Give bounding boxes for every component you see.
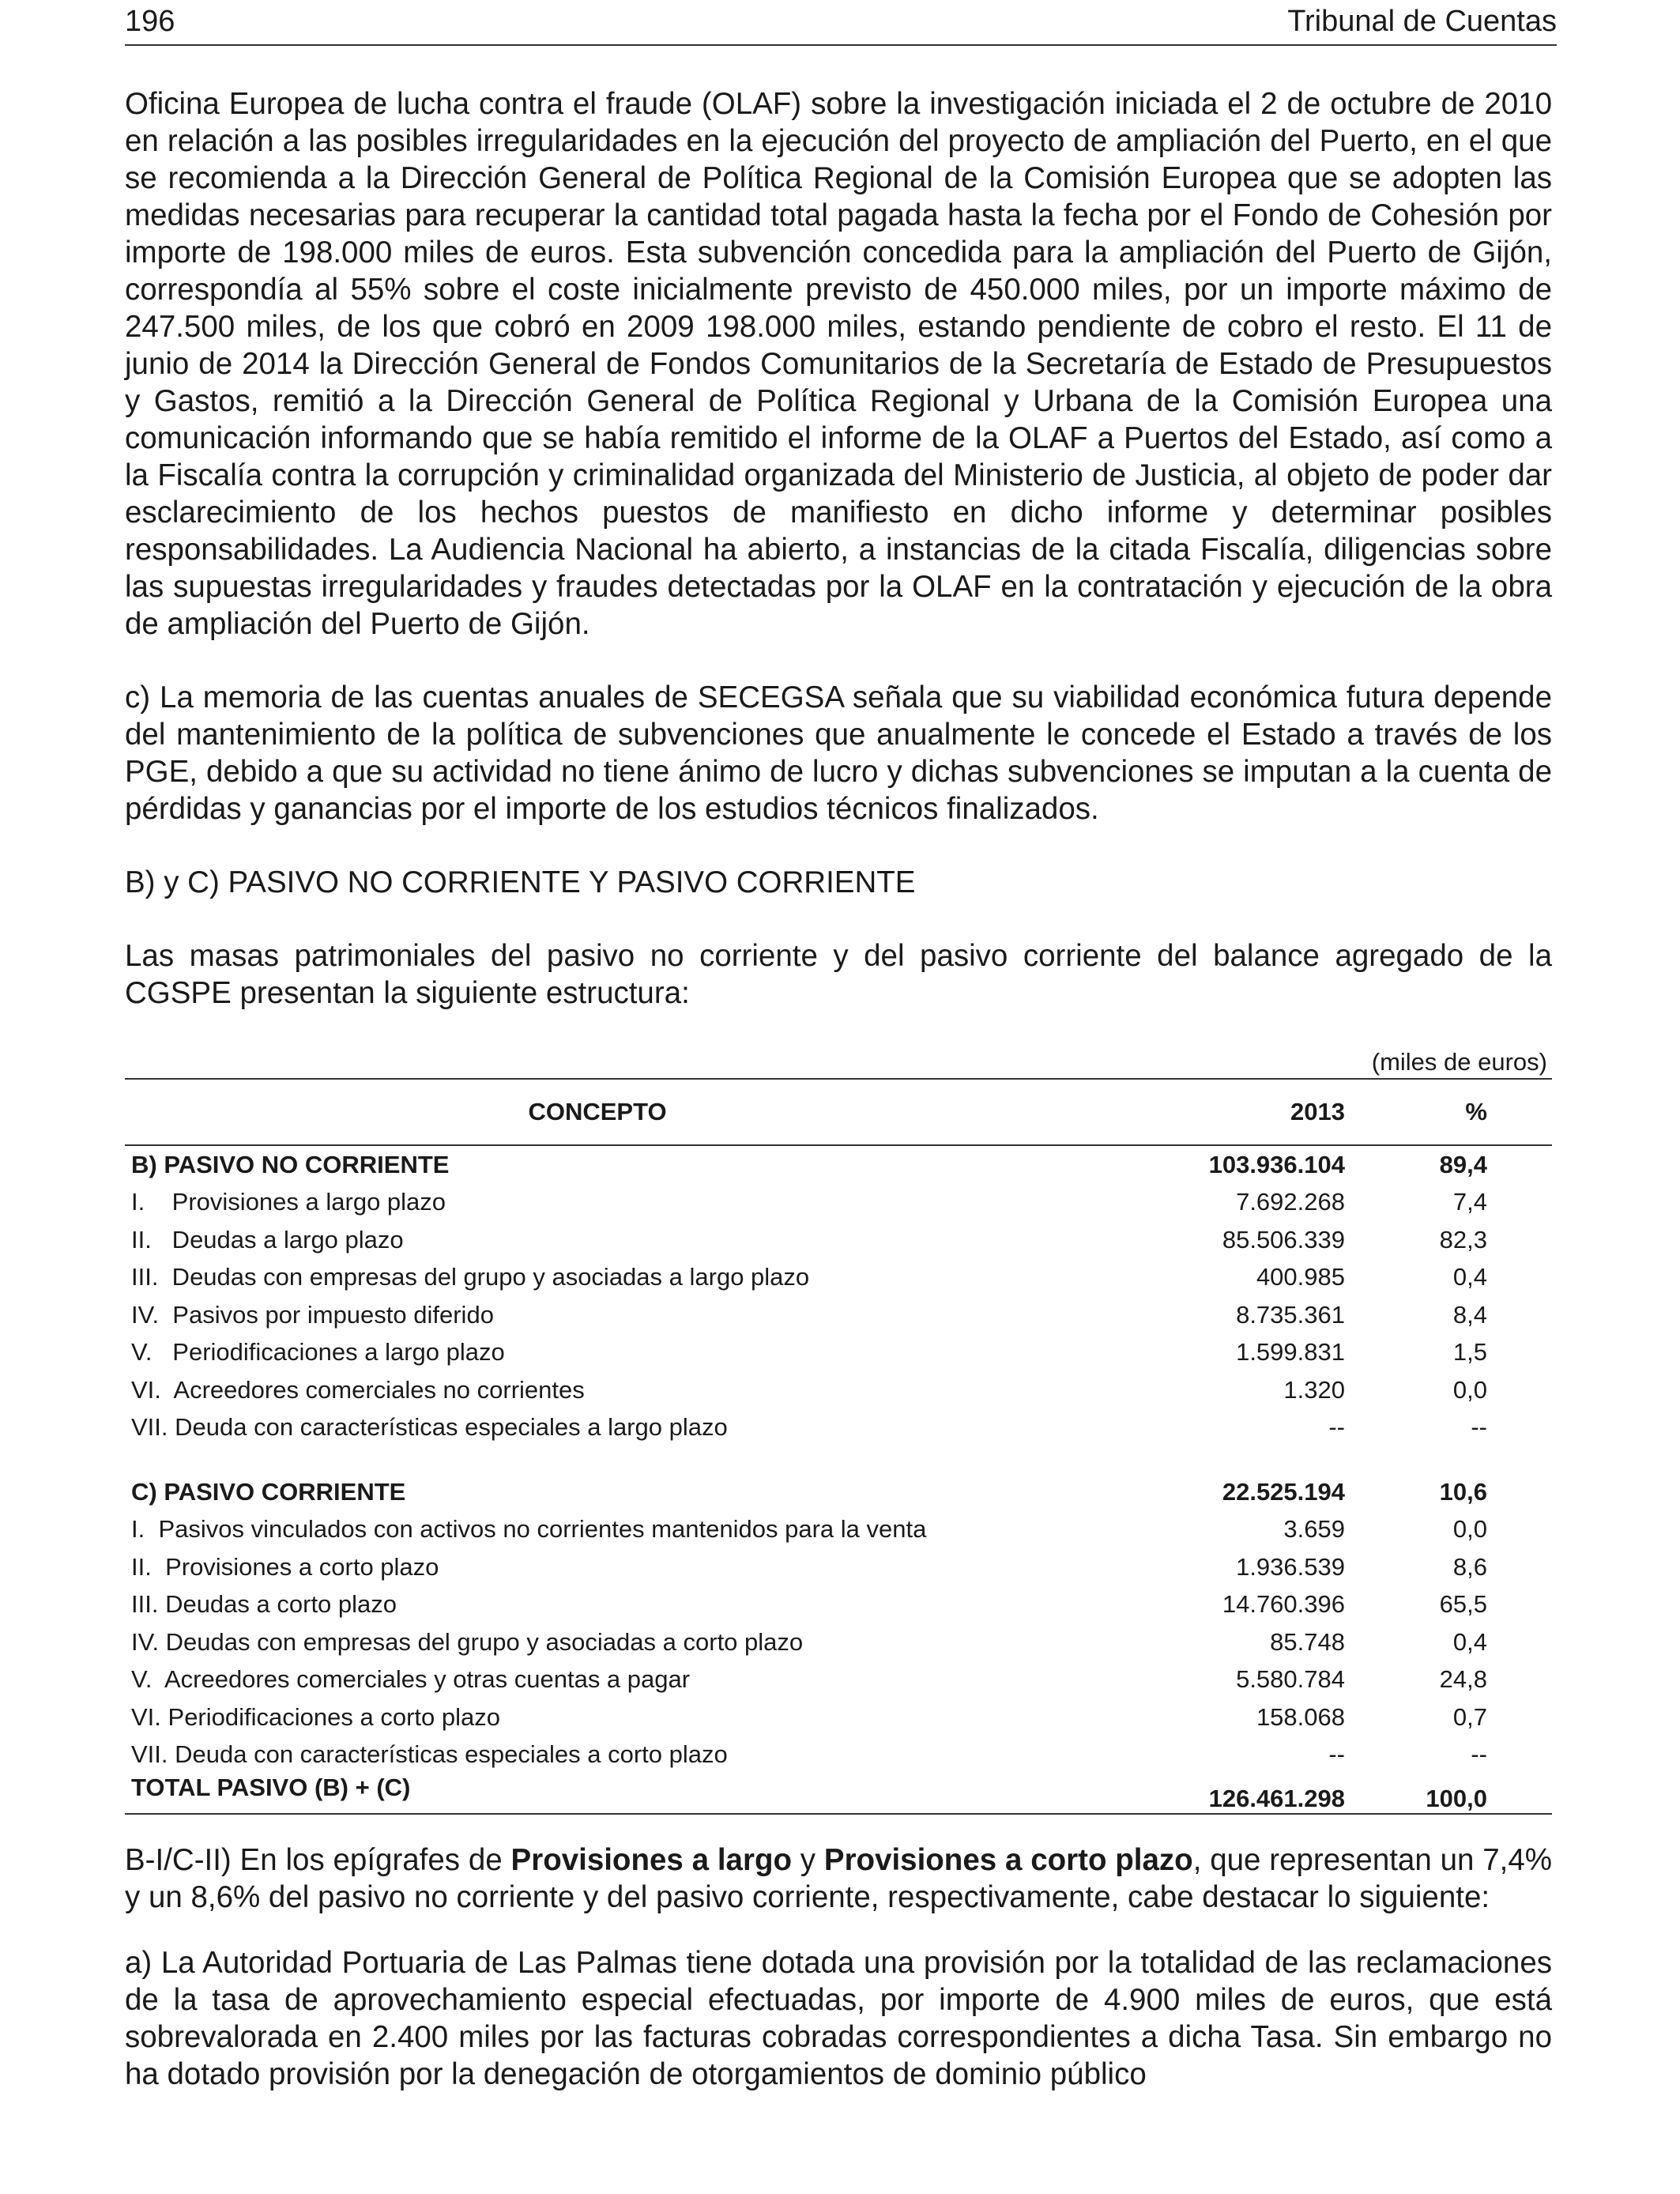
cell-concept: B) PASIVO NO CORRIENTE bbox=[131, 1150, 450, 1178]
cell-concept: I. Provisiones a largo plazo bbox=[131, 1188, 446, 1216]
paragraph-secegsa: c) La memoria de las cuentas anuales de SECEGSA señala que su viabilidad económica futura depende del mantenimiento de la política de subvenciones que anualmente le concede el Estado a través de los PGE, debido a que su actividad no tiene ánimo de lucro y dichas subvenciones se imputan a la cuenta de pérdidas y ganancias por el importe de los estudios técnicos finalizados. bbox=[125, 680, 1552, 826]
cell-value: 14.760.396 bbox=[1222, 1590, 1345, 1619]
table-header-row bbox=[125, 1079, 1552, 1145]
cell-value: 1.599.831 bbox=[1236, 1338, 1345, 1367]
header-title: Tribunal de Cuentas bbox=[1287, 5, 1557, 38]
table-row bbox=[125, 1661, 1552, 1699]
cell-concept: C) PASIVO CORRIENTE bbox=[131, 1477, 406, 1506]
cell-value: 7.692.268 bbox=[1236, 1188, 1345, 1216]
table-row bbox=[125, 1371, 1552, 1409]
page-body bbox=[125, 85, 1552, 2093]
cell-value: 5.580.784 bbox=[1236, 1665, 1345, 1694]
table-row bbox=[125, 1698, 1552, 1736]
spacer-row bbox=[125, 1446, 1552, 1473]
p4-bold-2: Provisiones a corto plazo bbox=[823, 1843, 1193, 1877]
cell-pct: 8,4 bbox=[1452, 1300, 1487, 1329]
cell-pct: 0,0 bbox=[1452, 1515, 1487, 1544]
col-header-concept: CONCEPTO bbox=[125, 1079, 1070, 1145]
table-row bbox=[125, 1409, 1552, 1447]
cell-pct: 0,0 bbox=[1452, 1375, 1487, 1404]
cell-pct: 82,3 bbox=[1439, 1225, 1487, 1253]
cell-concept: VII. Deuda con características especiales a corto plazo bbox=[131, 1740, 728, 1769]
table-units: (miles de euros) bbox=[1371, 1048, 1547, 1076]
cell-concept: IV. Pasivos por impuesto diferido bbox=[131, 1300, 494, 1329]
table-row bbox=[125, 1586, 1552, 1624]
table-row bbox=[125, 1511, 1552, 1549]
cell-value: 22.525.194 bbox=[1222, 1477, 1345, 1506]
cell-value: -- bbox=[1328, 1740, 1345, 1769]
cell-concept: VI. Acreedores comerciales no corrientes bbox=[131, 1375, 585, 1404]
p4-text-d: , que representan un 7,4% y un 8,6% del pasivo no corriente y del pasivo corriente, respectivamente, cabe destacar lo siguiente: bbox=[125, 1843, 1552, 1914]
page-header bbox=[125, 5, 1557, 46]
cell-pct: 24,8 bbox=[1439, 1665, 1487, 1694]
cell-concept: V. Periodificaciones a largo plazo bbox=[131, 1338, 505, 1367]
table-row bbox=[125, 1736, 1552, 1774]
col-header-pct: % bbox=[1351, 1079, 1552, 1145]
table-row bbox=[125, 1623, 1552, 1661]
table-row bbox=[125, 1548, 1552, 1586]
cell-pct: 65,5 bbox=[1439, 1590, 1487, 1619]
paragraph-provisiones bbox=[125, 1842, 1552, 1916]
liabilities-table bbox=[125, 1078, 1552, 1815]
cell-pct: 0,4 bbox=[1452, 1263, 1487, 1291]
paragraph-intro-table: Las masas patrimoniales del pasivo no corriente y del pasivo corriente del balance agregado de la CGSPE presentan la siguiente estructura: bbox=[125, 939, 1552, 1010]
cell-concept: III. Deudas a corto plazo bbox=[131, 1590, 397, 1619]
cell-concept: VI. Periodificaciones a corto plazo bbox=[131, 1702, 500, 1731]
cell-pct: 0,4 bbox=[1452, 1627, 1487, 1656]
cell-concept: II. Deudas a largo plazo bbox=[131, 1225, 404, 1253]
table-row bbox=[125, 1184, 1552, 1222]
cell-value: 85.506.339 bbox=[1222, 1225, 1345, 1253]
cell-pct: 0,7 bbox=[1452, 1702, 1487, 1731]
cell-concept: IV. Deudas con empresas del grupo y asociadas a corto plazo bbox=[131, 1627, 804, 1656]
cell-value: 1.320 bbox=[1283, 1375, 1345, 1404]
cell-value: -- bbox=[1328, 1413, 1345, 1442]
cell-pct: 89,4 bbox=[1439, 1150, 1487, 1178]
total-row bbox=[125, 1774, 1552, 1814]
cell-pct: 10,6 bbox=[1439, 1477, 1487, 1506]
p4-text-a: B-I/C-II) En los epígrafes de bbox=[125, 1843, 511, 1877]
cell-value: 3.659 bbox=[1283, 1515, 1345, 1544]
table-row bbox=[125, 1334, 1552, 1372]
cell-concept: I. Pasivos vinculados con activos no corrientes mantenidos para la venta bbox=[131, 1515, 927, 1544]
table-row bbox=[125, 1221, 1552, 1259]
cell-pct: 100,0 bbox=[1351, 1774, 1552, 1814]
cell-value: 8.735.361 bbox=[1236, 1300, 1345, 1329]
group-row-corriente bbox=[125, 1473, 1552, 1511]
page-number: 196 bbox=[125, 5, 175, 38]
table-row bbox=[125, 1259, 1552, 1297]
cell-pct: -- bbox=[1471, 1413, 1487, 1442]
cell-concept: VII. Deuda con características especiales a largo plazo bbox=[131, 1413, 728, 1442]
cell-pct: 7,4 bbox=[1452, 1188, 1487, 1216]
cell-concept: II. Provisiones a corto plazo bbox=[131, 1552, 439, 1581]
cell-value: 126.461.298 bbox=[1070, 1774, 1351, 1814]
group-row-no-corriente bbox=[125, 1145, 1552, 1184]
cell-value: 158.068 bbox=[1256, 1702, 1345, 1731]
cell-concept: V. Acreedores comerciales y otras cuentas a pagar bbox=[131, 1665, 691, 1694]
p4-bold-1: Provisiones a largo bbox=[510, 1843, 792, 1877]
cell-value: 1.936.539 bbox=[1236, 1552, 1345, 1581]
paragraph-olaf: Oficina Europea de lucha contra el fraude (OLAF) sobre la investigación iniciada el 2 de octubre de 2010 en relación a las posibles irregularidades en la ejecución del proyecto de ampliación del Puerto, en el que se recomienda a la Dirección General de Política Regional de la Comisión Europea que se adopten las medidas necesarias para recuperar la cantidad total pagada hasta la fecha por el Fondo de Cohesión por importe de 198.000 miles de euros. Esta subvención concedida para la ampliación del Puerto de Gijón, correspondía al 55% sobre el coste inicialmente previsto de 450.000 miles, por un importe máximo de 247.500 miles, de los que cobró en 2009 198.000 miles, estando pendiente de cobro el resto. El 11 de junio de 2014 la Dirección General de Fondos Comunitarios de la Secretaría de Estado de Presupuestos y Gastos, remitió a la Dirección General de Política Regional y Urbana de la Comisión Europea una comunicación informando que se había remitido el informe de la OLAF a Puertos del Estado, así como a la Fiscalía contra la corrupción y criminalidad organizada del Ministerio de Justicia, al objeto de poder dar esclarecimiento de los hechos puestos de manifiesto en dicho informe y determinar posibles responsabilidades. La Audiencia Nacional ha abierto, a instancias de la citada Fiscalía, diligencias sobre las supuestas irregularidades y fraudes detectadas por la OLAF en la contratación y ejecución de la obra de ampliación del Puerto de Gijón. bbox=[125, 87, 1552, 641]
cell-concept: III. Deudas con empresas del grupo y asociadas a largo plazo bbox=[131, 1263, 810, 1291]
p4-text-c: y bbox=[791, 1843, 824, 1877]
cell-pct: 8,6 bbox=[1452, 1552, 1487, 1581]
paragraph-las-palmas: a) La Autoridad Portuaria de Las Palmas tiene dotada una provisión por la totalidad de las reclamaciones de la tasa de aprovechamiento especial efectuadas, por importe de 4.900 miles de euros, que está sobrevalorada en 2.400 miles por las facturas cobradas correspondientes a dicha Tasa. Sin embargo no ha dotado provisión por la denegación de otorgamientos de dominio público bbox=[125, 1946, 1552, 2091]
table-body bbox=[125, 1145, 1552, 1814]
table-row bbox=[125, 1296, 1552, 1334]
section-heading: B) y C) PASIVO NO CORRIENTE Y PASIVO CORRIENTE bbox=[125, 865, 916, 899]
cell-value: 400.985 bbox=[1256, 1263, 1345, 1291]
cell-value: 85.748 bbox=[1270, 1627, 1345, 1656]
col-header-year: 2013 bbox=[1070, 1079, 1351, 1145]
cell-pct: -- bbox=[1471, 1740, 1487, 1769]
cell-value: 103.936.104 bbox=[1208, 1150, 1345, 1178]
cell-concept: TOTAL PASIVO (B) + (C) bbox=[125, 1774, 1070, 1814]
cell-pct: 1,5 bbox=[1452, 1338, 1487, 1367]
